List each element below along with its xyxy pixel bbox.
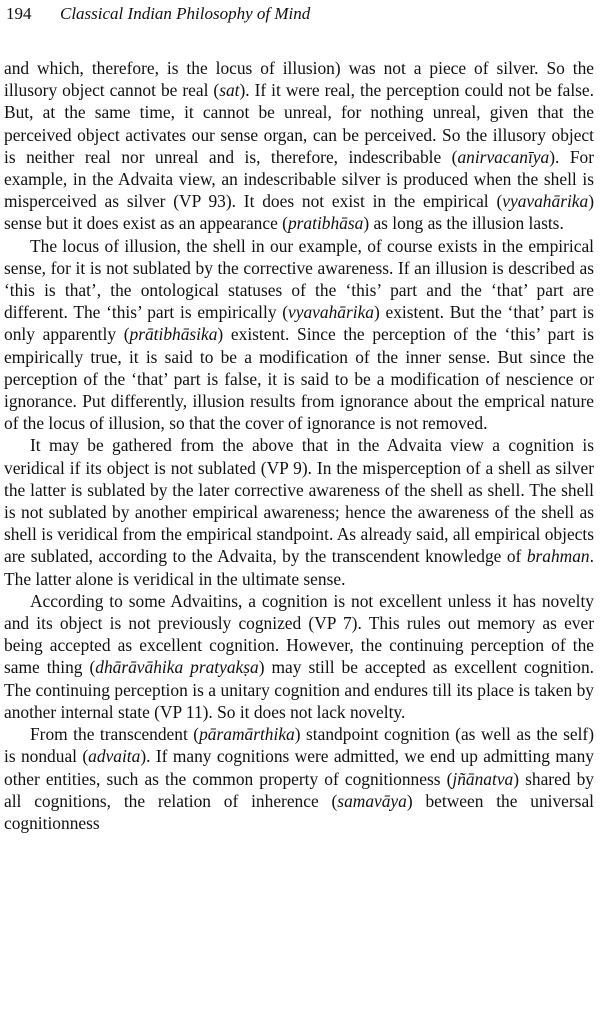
running-title: Classical Indian Philosophy of Mind xyxy=(60,4,311,23)
text-run: and which, therefore, is the locus of illusion) was not a piece of silver. So the illusory object cannot be real ( xyxy=(4,58,594,101)
italic-term: vyavahārika xyxy=(288,302,374,323)
text-run: ) may still be accepted as excellent cognition. The continuing perception is a unitary cognition and endures till its place is taken by another internal state (VP 11). So it does not lack novelty. xyxy=(4,657,594,722)
page-number: 194 xyxy=(6,4,32,23)
italic-term: pratibhāsa xyxy=(287,213,364,234)
italic-term: samavāya xyxy=(337,790,407,811)
paragraph xyxy=(4,235,594,435)
text-run: ) sense but it does exist as an appearance ( xyxy=(4,191,594,234)
text-run: It may be gathered from the above that in the Advaita view a cognition is veridical if its object is not sublated (VP 9). In the misperception of a shell as silver the latter is sublated by the later corrective awareness of the shell as shell. The shell is not sublated by another empirical awareness; hence the awareness of the shell as shell is veridical from the empirical standpoint. As already said, all empirical objects are sublated, according to the Advaita, by the transcendent knowledge of xyxy=(4,435,594,567)
text-run: ) standpoint cognition (as well as the self) is nondual ( xyxy=(4,724,594,767)
text-run: . The latter alone is veridical in the ultimate sense. xyxy=(4,546,594,589)
text-run: ). If many cognitions were admitted, we end up admitting many other entities, such as the common property of cognitionness ( xyxy=(4,746,594,789)
text-run: ) existent. But the ‘that’ part is only apparently ( xyxy=(4,302,594,345)
text-run: ) as long as the illusion lasts. xyxy=(363,213,564,234)
italic-term: pāramārthika xyxy=(199,724,295,745)
page-header xyxy=(4,2,590,26)
text-run: The locus of illusion, the shell in our example, of course exists in the empirical sense, for it is not sublated by the corrective awareness. If an illusion is described as ‘this is that’, the ontological statuses of the ‘this’ part and the ‘that’ part are different. The ‘this’ part is empirically ( xyxy=(4,235,594,323)
text-run: ) between the universal cognitionness xyxy=(4,790,595,833)
text-run: ). If it were real, the perception could not be false. But, at the same time, it cannot be unreal, for nothing unreal, given that the perceived object activates our sense organ, can be perceived. So the illusory object is neither real nor unreal and is, therefore, indescribable ( xyxy=(4,80,594,167)
paragraph xyxy=(4,434,594,589)
paragraph xyxy=(4,590,594,723)
italic-term: brahman xyxy=(526,546,590,567)
paragraph xyxy=(4,723,594,834)
italic-term: prātibhāsika xyxy=(129,324,218,345)
italic-term: vyavahārika xyxy=(502,191,589,212)
text-run: ) shared by all cognitions, the relation of inherence ( xyxy=(4,768,594,811)
body-text xyxy=(4,57,594,834)
italic-term: dhārāvāhika pratyakṣa xyxy=(95,657,259,678)
italic-term: anirvacanīya xyxy=(457,146,550,167)
italic-term: jñānatva xyxy=(452,768,514,789)
italic-term: advaita xyxy=(88,746,141,767)
italic-term: sat xyxy=(219,80,240,101)
paragraph xyxy=(4,57,594,235)
text-run: ) existent. Since the perception of the ‘this’ part is empirically true, it is said to be a modification of the inner sense. But since the perception of the ‘that’ part is false, it is said to be a modification of nescience or ignorance. Put differently, illusion results from ignorance about the emprical nature of the locus of illusion, so that the cover of ignorance is not removed. xyxy=(4,324,594,434)
text-run: From the transcendent ( xyxy=(30,724,200,745)
text-run: ). For example, in the Advaita view, an indescribable silver is produced when the shell is misperceived as silver (VP 93). It does not exist in the empirical ( xyxy=(4,146,594,212)
text-run: According to some Advaitins, a cognition is not excellent unless it has novelty and its object is not previously cognized (VP 7). This rules out memory as ever being accepted as excellent cognition. However, the continuing perception of the same thing ( xyxy=(4,590,594,678)
